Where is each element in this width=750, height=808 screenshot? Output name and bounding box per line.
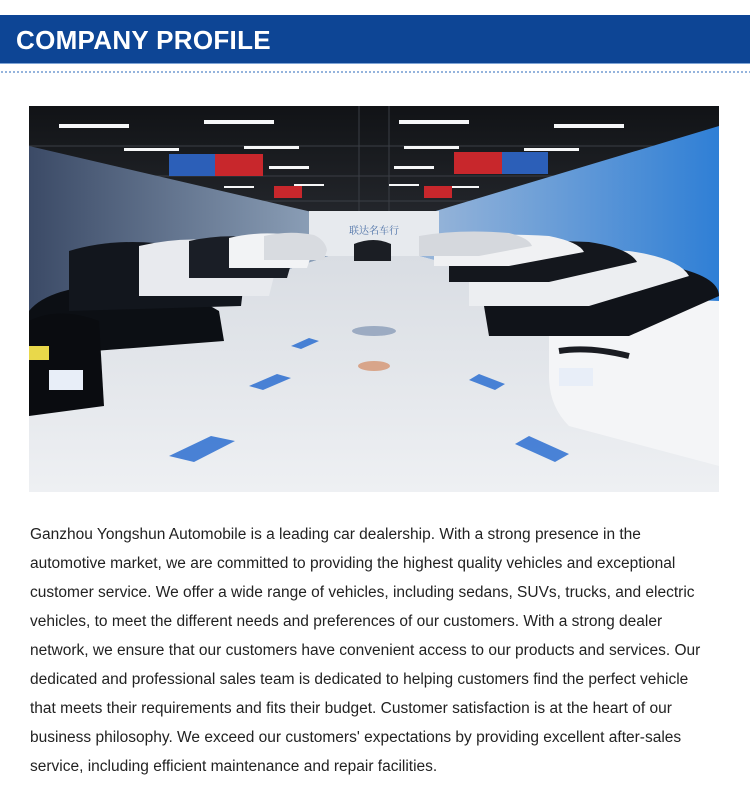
showroom-photo [29,106,719,492]
description-line: that meets their requirements and fits their budget. Customer satisfaction is at the heart of our [30,700,672,717]
description-line: service, including efficient maintenance and repair facilities. [30,758,438,775]
description-line: business philosophy. We exceed our customers' expectations by providing excellent after-sales [30,729,682,746]
section-title: COMPANY PROFILE [16,25,271,55]
description-line: customer service. We offer a wide range of vehicles, including sedans, SUVs, trucks, and electric [30,584,695,601]
description-line: vehicles, to meet the different needs and preferences of our customers. With a strong dealer [30,613,663,630]
description-line: network, we ensure that our customers have convenient access to our products and services. Our [30,642,701,659]
description-line: dedicated and professional sales team is dedicated to helping customers find the perfect vehicle [30,671,689,688]
company-description [30,520,730,781]
description-line: automotive market, we are committed to providing the highest quality vehicles and exceptional [30,555,676,572]
showroom-sign-text: 联达名车行 [349,226,399,237]
description-line: Ganzhou Yongshun Automobile is a leading car dealership. With a strong presence in the [30,526,641,543]
dotted-divider [0,71,750,73]
section-header [0,15,750,64]
